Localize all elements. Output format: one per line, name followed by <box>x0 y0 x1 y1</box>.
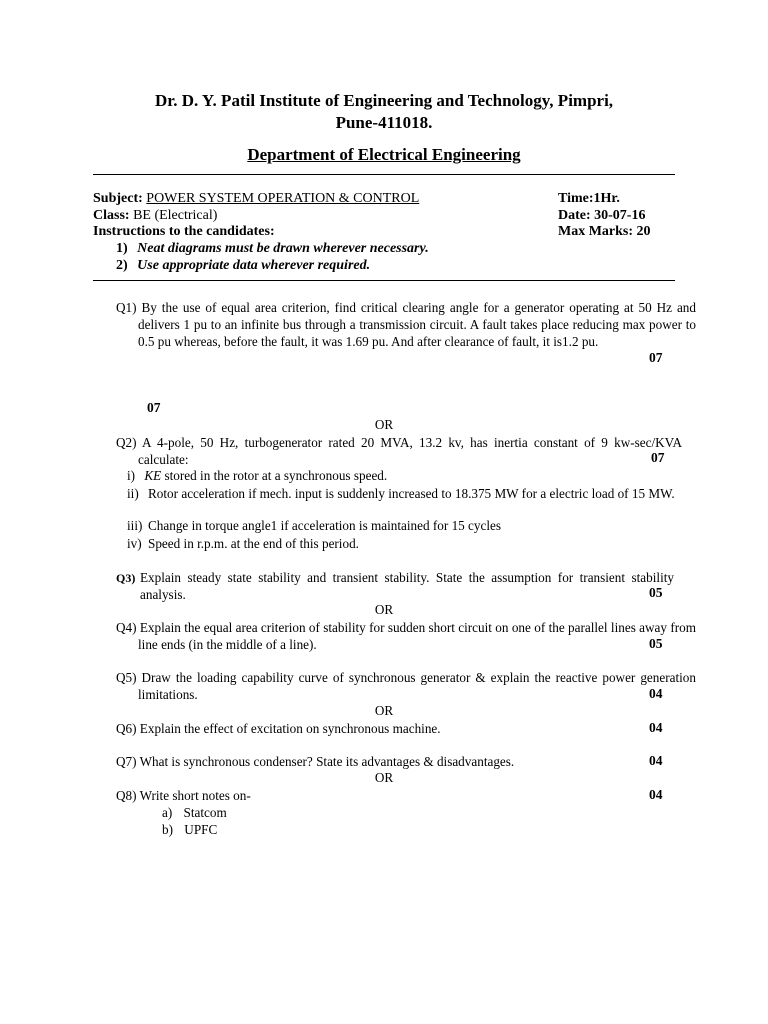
question-4-marks: 05 <box>649 636 663 651</box>
time-label: Time:1Hr. <box>558 191 620 206</box>
q2-part-iii: Change in torque angle1 if acceleration is maintained for 15 cycles <box>148 518 501 533</box>
question-8-marks: 04 <box>649 787 663 802</box>
subject-row <box>93 190 419 207</box>
stray-marks: 07 <box>147 400 161 415</box>
question-5-marks: 04 <box>649 686 663 701</box>
q2-part-i <box>127 467 387 484</box>
question-8: Q8) Write short notes on- <box>116 788 251 803</box>
class-value: BE (Electrical) <box>133 208 218 223</box>
department-title: Department of Electrical Engineering <box>247 145 521 164</box>
subject-value: POWER SYSTEM OPERATION & CONTROL <box>146 191 420 206</box>
instruction-item <box>116 257 370 274</box>
part-number: ii) <box>127 486 139 501</box>
question-3: Explain steady state stability and transient stability. State the assumption for transient stability analysis. <box>140 570 674 602</box>
q8-item-b <box>162 821 217 838</box>
subject-label: Subject: <box>93 191 143 206</box>
bottom-divider <box>93 280 675 281</box>
part-emphasis: KE <box>144 468 162 483</box>
top-divider <box>93 174 675 175</box>
q2-part-iv: Speed in r.p.m. at the end of this period. <box>148 536 359 551</box>
instruction-text: Neat diagrams must be drawn wherever necessary. <box>137 241 429 256</box>
or-separator: OR <box>374 703 394 718</box>
question-6-marks: 04 <box>649 720 663 735</box>
q2-part-ii: Rotor acceleration if mech. input is suddenly increased to 18.375 MW for a electric load of 15 MW. <box>148 486 675 501</box>
question-1-marks: 07 <box>649 350 663 365</box>
item-text: UPFC <box>184 822 218 837</box>
or-separator: OR <box>374 770 394 785</box>
item-number: b) <box>162 822 173 837</box>
instruction-number: 1) <box>116 241 128 256</box>
item-text: Statcom <box>183 805 227 820</box>
question-1: Q1) By the use of equal area criterion, find critical clearing angle for a generator operating at 50 Hz and delivers 1 pu to an infinite bus through a transmission circuit. A fault takes place reducing max power to 0.5 pu whereas, before the fault, it was 1.69 pu. And after clearance of fault, it is1.2 pu. <box>116 300 696 349</box>
instruction-item <box>116 240 429 257</box>
instruction-number: 2) <box>116 258 128 273</box>
question-5: Q5) Draw the loading capability curve of synchronous generator & explain the reactive power generation limitations. <box>116 670 696 702</box>
item-number: a) <box>162 805 173 820</box>
question-3-label: Q3) <box>116 571 136 585</box>
question-2-marks: 07 <box>651 450 665 465</box>
question-7: Q7) What is synchronous condenser? State its advantages & disadvantages. <box>116 754 515 769</box>
part-number: i) <box>127 468 136 483</box>
max-marks-label: Max Marks: 20 <box>558 224 651 239</box>
question-2: Q2) A 4-pole, 50 Hz, turbogenerator rated 20 MVA, 13.2 kv, has inertia constant of 9 kw-sec/KVA calculate: <box>116 435 682 467</box>
question-6: Q6) Explain the effect of excitation on synchronous machine. <box>116 721 441 736</box>
part-number: iii) <box>127 518 143 533</box>
q8-item-a <box>162 804 227 821</box>
or-separator: OR <box>374 602 394 617</box>
date-label: Date: 30-07-16 <box>558 208 646 223</box>
question-7-marks: 04 <box>649 753 663 768</box>
class-row <box>93 207 217 224</box>
instructions-label: Instructions to the candidates: <box>93 224 275 239</box>
instruction-text: Use appropriate data wherever required. <box>137 258 371 273</box>
institute-name-line2: Pune-411018. <box>335 113 433 132</box>
class-label: Class: <box>93 208 130 223</box>
part-number: iv) <box>127 536 142 551</box>
institute-name-line1: Dr. D. Y. Patil Institute of Engineering and Technology, Pimpri, <box>154 91 614 110</box>
or-separator: OR <box>374 417 394 432</box>
question-3-marks: 05 <box>649 585 663 600</box>
question-4: Q4) Explain the equal area criterion of stability for sudden short circuit on one of the parallel lines away from line ends (in the middle of a line). <box>116 620 696 652</box>
part-text: stored in the rotor at a synchronous speed. <box>161 468 388 483</box>
